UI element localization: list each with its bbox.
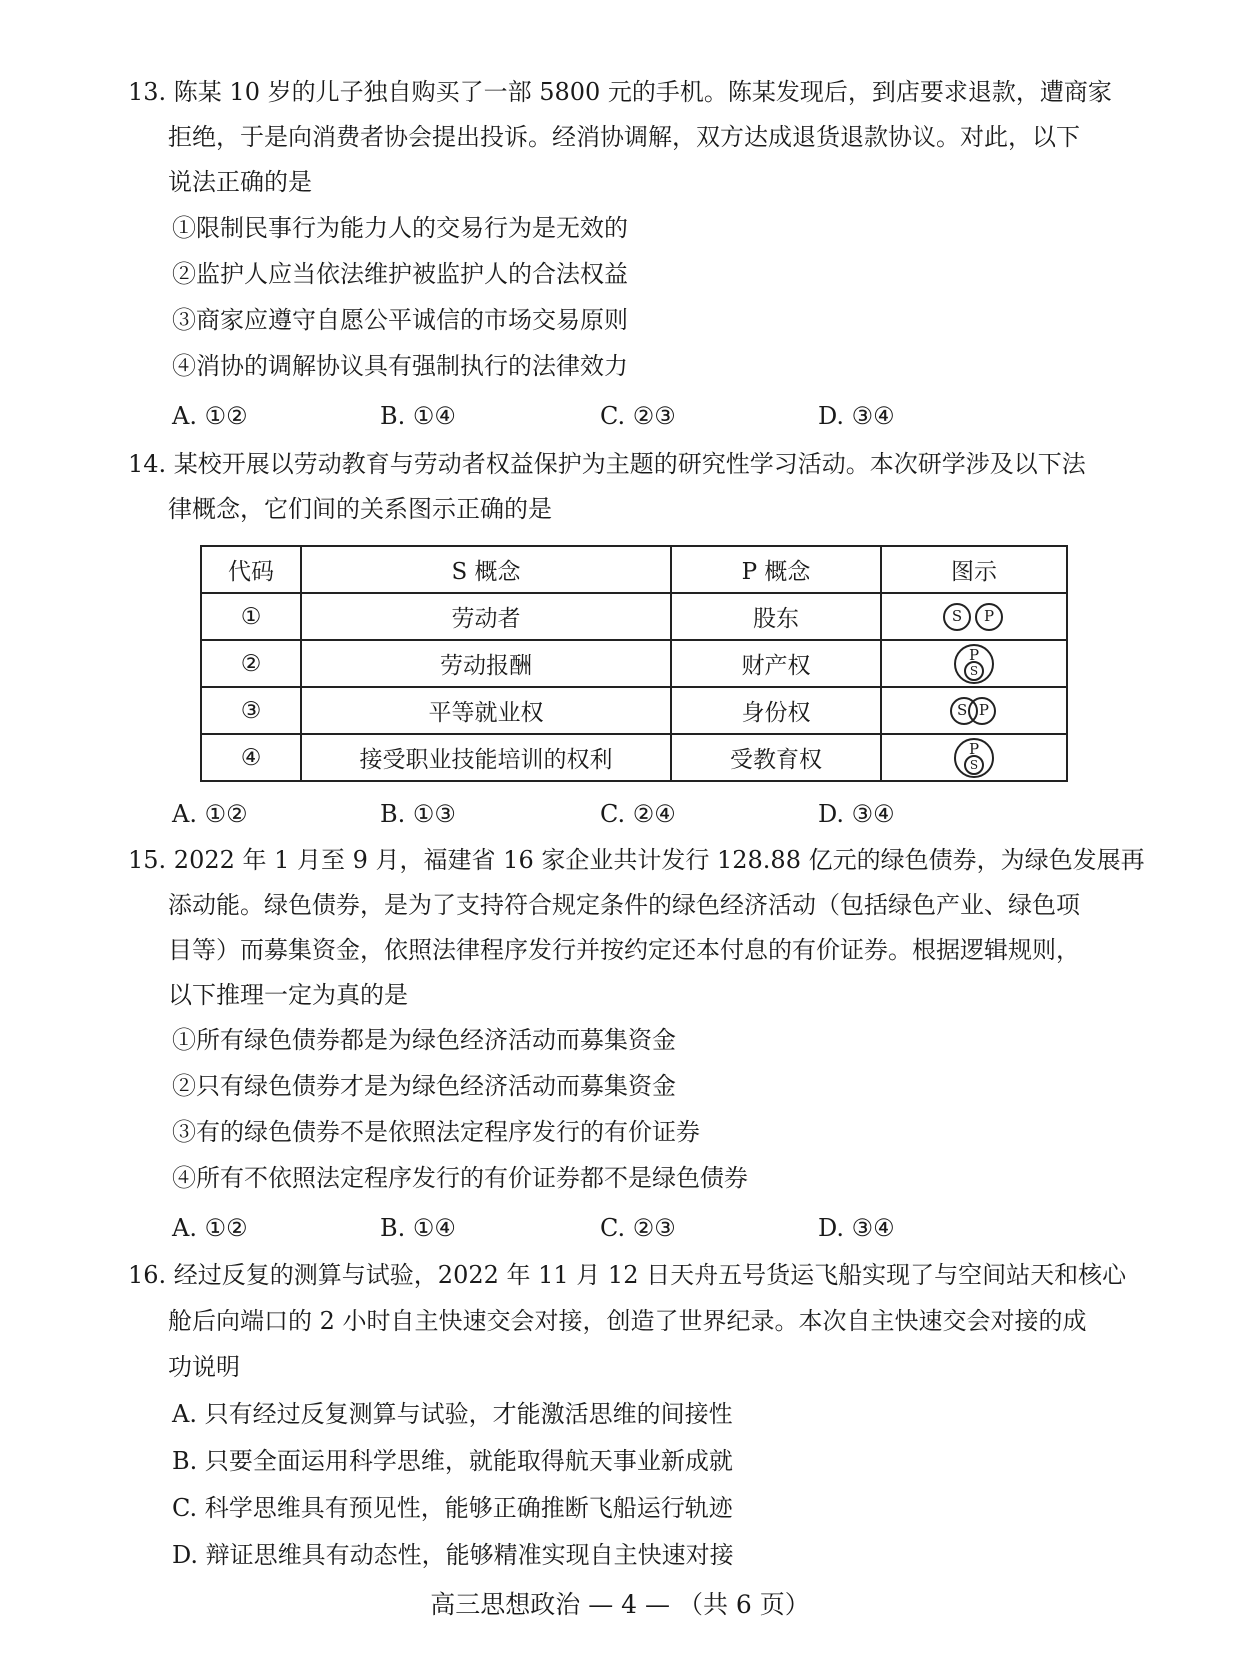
table-row	[201, 640, 1067, 687]
row-code: ④	[201, 734, 301, 781]
circle-p: P	[968, 697, 996, 725]
q13-stem-line-2: 拒绝，于是向消费者协会提出投诉。经消协调解，双方达成退货退款协议。对此，以下	[168, 123, 1080, 151]
row-p-concept: 财产权	[671, 640, 881, 687]
venn-contain-diagram	[954, 644, 994, 684]
row-s-concept: 平等就业权	[301, 687, 671, 734]
q13-choice-a: A. ①②	[172, 402, 248, 430]
row-diagram	[881, 640, 1067, 687]
q14-choice-c: C. ②④	[600, 800, 676, 828]
circle-p: P	[954, 738, 994, 778]
q16-stem-line-1: 16. 经过反复的测算与试验，2022 年 11 月 12 日天舟五号货运飞船实现了与空间站天和核心	[128, 1261, 1127, 1289]
q14-choice-b: B. ①③	[380, 800, 456, 828]
row-diagram	[881, 734, 1067, 781]
q15-stem-line-3: 目等）而募集资金，依照法律程序发行并按约定还本付息的有价证券。根据逻辑规则，	[168, 936, 1080, 964]
q16-stem-line-2: 舱后向端口的 2 小时自主快速交会对接，创造了世界纪录。本次自主快速交会对接的成	[168, 1307, 1087, 1335]
row-s-concept: 接受职业技能培训的权利	[301, 734, 671, 781]
q13-choice-d: D. ③④	[818, 402, 895, 430]
row-code: ②	[201, 640, 301, 687]
table-row	[201, 734, 1067, 781]
table-row	[201, 687, 1067, 734]
page-footer: 高三思想政治 — 4 — （共 6 页）	[430, 1590, 810, 1619]
q15-stem-line-1: 15. 2022 年 1 月至 9 月，福建省 16 家企业共计发行 128.88 亿元的绿色债券，为绿色发展再	[128, 846, 1145, 874]
concept-table	[200, 545, 1068, 782]
q13-choice-c: C. ②③	[600, 402, 676, 430]
row-code: ①	[201, 593, 301, 640]
q16-option-b: B. 只要全面运用科学思维，就能取得航天事业新成就	[172, 1447, 733, 1475]
header-diagram: 图示	[881, 546, 1067, 593]
circle-s: S	[964, 755, 984, 775]
q16-option-c: C. 科学思维具有预见性，能够正确推断飞船运行轨迹	[172, 1494, 733, 1522]
q15-choice-c: C. ②③	[600, 1214, 676, 1242]
table-header-row	[201, 546, 1067, 593]
q15-choice-a: A. ①②	[172, 1214, 248, 1242]
q15-choice-b: B. ①④	[380, 1214, 456, 1242]
row-s-concept: 劳动者	[301, 593, 671, 640]
q15-item-3: ③有的绿色债券不是依照法定程序发行的有价证券	[172, 1118, 700, 1146]
venn-overlap-diagram	[950, 695, 998, 727]
row-s-concept: 劳动报酬	[301, 640, 671, 687]
q16-option-a: A. 只有经过反复测算与试验，才能激活思维的间接性	[172, 1400, 733, 1428]
q16-option-d: D. 辩证思维具有动态性，能够精准实现自主快速对接	[172, 1541, 734, 1569]
q14-stem-line-1: 14. 某校开展以劳动教育与劳动者权益保护为主题的研究性学习活动。本次研学涉及以下法	[128, 450, 1086, 478]
q14-choice-d: D. ③④	[818, 800, 895, 828]
q15-item-4: ④所有不依照法定程序发行的有价证券都不是绿色债券	[172, 1164, 748, 1192]
q15-stem-line-2: 添动能。绿色债券，是为了支持符合规定条件的绿色经济活动（包括绿色产业、绿色项	[168, 891, 1080, 919]
circle-p: P	[954, 644, 994, 684]
q13-stem-line-3: 说法正确的是	[168, 168, 312, 196]
table-row	[201, 593, 1067, 640]
q13-item-4: ④消协的调解协议具有强制执行的法律效力	[172, 352, 628, 380]
header-p-concept: P 概念	[671, 546, 881, 593]
header-s-concept: S 概念	[301, 546, 671, 593]
row-p-concept: 股东	[671, 593, 881, 640]
row-diagram	[881, 593, 1067, 640]
circle-s: S	[950, 697, 978, 725]
q15-item-2: ②只有绿色债券才是为绿色经济活动而募集资金	[172, 1072, 676, 1100]
q13-choice-b: B. ①④	[380, 402, 456, 430]
row-diagram	[881, 687, 1067, 734]
venn-contain-diagram	[954, 738, 994, 778]
q13-item-3: ③商家应遵守自愿公平诚信的市场交易原则	[172, 306, 628, 334]
row-p-concept: 受教育权	[671, 734, 881, 781]
q14-stem-line-2: 律概念，它们间的关系图示正确的是	[168, 495, 552, 523]
q13-stem-line-1: 13. 陈某 10 岁的儿子独自购买了一部 5800 元的手机。陈某发现后，到店要求退款，遭商家	[128, 78, 1112, 106]
circle-s: S	[943, 603, 971, 631]
q15-item-1: ①所有绿色债券都是为绿色经济活动而募集资金	[172, 1026, 676, 1054]
q13-item-1: ①限制民事行为能力人的交易行为是无效的	[172, 214, 628, 242]
q16-stem-line-3: 功说明	[168, 1353, 240, 1381]
circle-p: P	[975, 603, 1003, 631]
circle-s: S	[964, 661, 984, 681]
q15-choice-d: D. ③④	[818, 1214, 895, 1242]
header-code: 代码	[201, 546, 301, 593]
q15-stem-line-4: 以下推理一定为真的是	[168, 981, 408, 1009]
row-p-concept: 身份权	[671, 687, 881, 734]
q14-choice-a: A. ①②	[172, 800, 248, 828]
venn-separate-diagram	[943, 601, 1005, 633]
q13-item-2: ②监护人应当依法维护被监护人的合法权益	[172, 260, 628, 288]
row-code: ③	[201, 687, 301, 734]
